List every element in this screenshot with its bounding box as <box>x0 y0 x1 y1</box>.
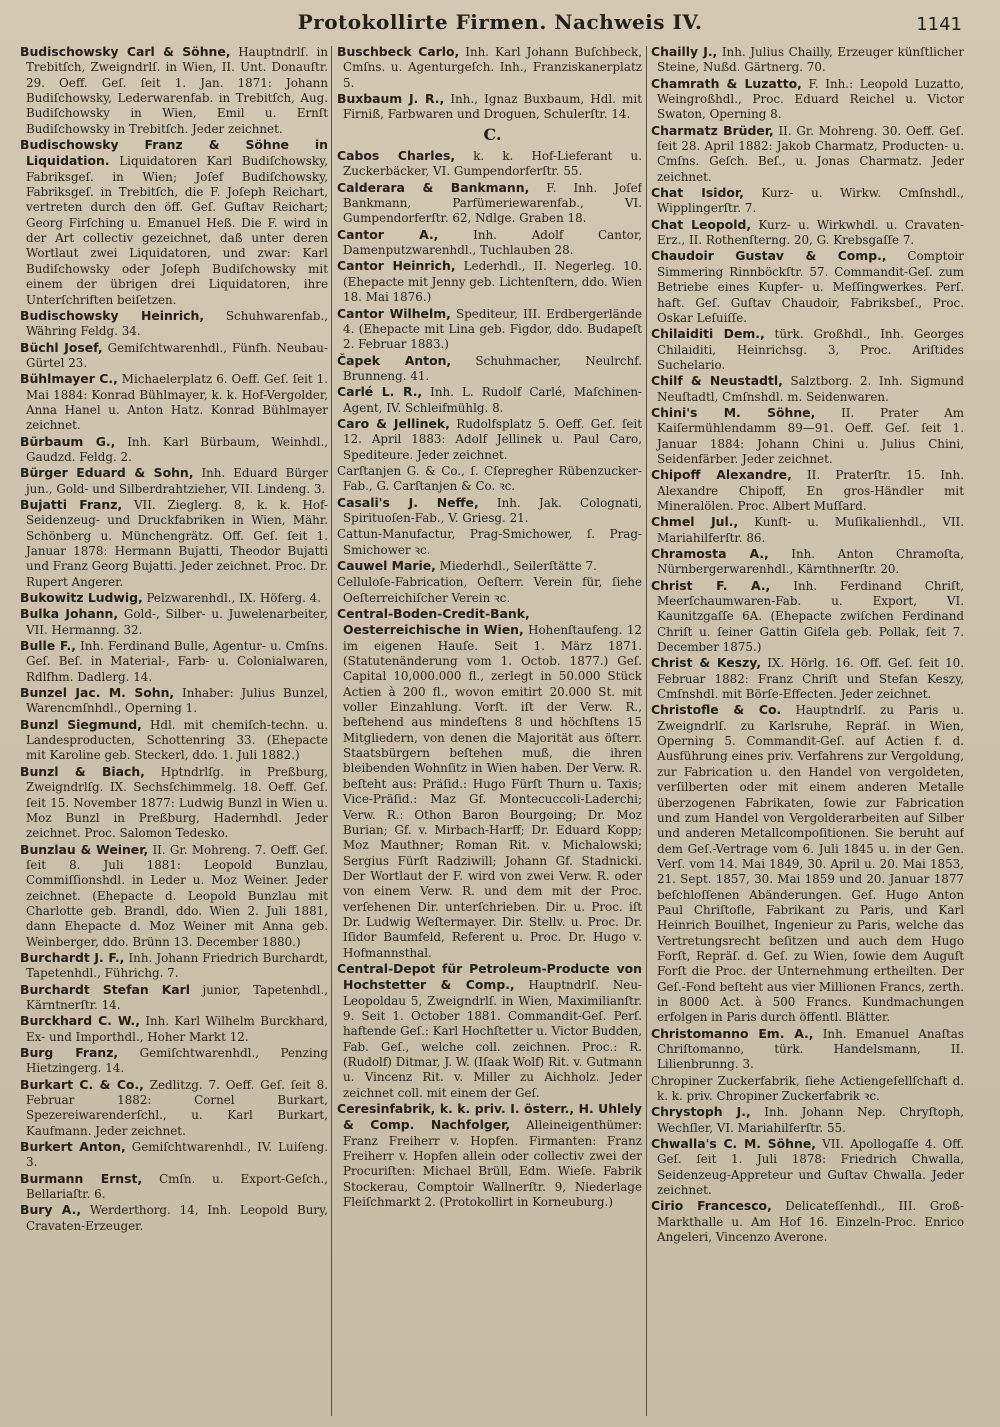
firm-name: Bukowitz Ludwig, <box>20 590 143 606</box>
firm-name: Chrystoph J., <box>651 1104 751 1120</box>
firm-details: Hohenſtaufeng. 12 im eigenen Hauſe. Seit 1. März 1871. (Statutenänderung vom 1. Octob. 1877.) Geſ. Capital 10,000.000 fl., zerlegt in 50.000 Stück Actien à 200 fl., wovon emitirt 20.000 St. mit voller Einzahlung. Vorſt. iſt der Verw. R., beſtehend aus mindeſtens 8 und höchſtens 15 Mitgliedern, von denen die Majorität aus öſterr. Staatsbürgern beſtehen muß, die ihren bleibenden Wohnſitz in Wien haben. Der Verw. R. beſteht aus: Präſid.: Hugo Fürſt Thurn u. Taxis; Vice-Präſid.: Maz Gf. Montecuccoli-Laderchi; Verw. R.: Othon Baron Bourgoing; Dr. Moz Burian; Gf. v. Mirbach-Harff; Dr. Eduard Kopp; Moz Mauthner; Roman Rit. v. Michalowski; Sergius Fürſt Radziwill; Johann Gf. Stadnicki. Der Wortlaut der F. wird von zwei Verw. R. oder von einem Verw. R. und dem mit der Proc. verſehenen Dir. unterſchrieben. Dir. u. Proc. iſt Dr. Ludwig Weſtermayer. Dir. Stellv. u. Proc. Dr. Iſidor Baumfeld, Referent u. Proc. Dr. Hugo v. Hofmannsthal. <box>343 623 642 960</box>
firm-details: Kurz- u. Wirkwhdl. u. Cravaten-Erz., II. Rothenſterng. 20, G. Krebsgaſſe 7. <box>657 217 964 248</box>
firm-name: Budischowsky Heinrich, <box>20 307 205 323</box>
directory-entry <box>20 590 328 606</box>
firm-name: Burchardt Stefan Karl <box>20 981 191 997</box>
firm-name: Bury A., <box>20 1202 82 1218</box>
firm-details: Carſtanjen G. & Co., ſ. Cſepregher Rübenzucker-Fab., G. Carſtanjen & Co. ꝛc. <box>337 463 642 494</box>
firm-name: Bulka Johann, <box>20 606 119 622</box>
firm-name: Bürger Eduard & Sohn, <box>20 465 194 481</box>
firm-name: Chamrath & Luzatto, <box>651 75 802 91</box>
firm-details: Inh., Ignaz Buxbaum, Hdl. mit Firniß, Farbwaren und Droguen, Schulerſtr. 14. <box>343 92 642 122</box>
firm-name: Casali's J. Neffe, <box>337 494 479 510</box>
firm-details: Werderthorg. 14, Inh. Leopold Bury, Cravaten-Erzeuger. <box>26 1203 328 1233</box>
directory-entry <box>20 44 328 137</box>
directory-entry <box>337 558 642 574</box>
directory-entry <box>20 1045 328 1077</box>
column-1 <box>20 44 328 1419</box>
firm-details: Comptoir Simmering Rinnböckſtr. 57. Commandit-Geſ. zum Betriebe eines Kupfer- u. Meſſingwerkes. Perſ. haft. Geſ. Guſtav Chaudoir, Fabriksbeſ., Proc. Oskar Leſuiſſe. <box>657 249 964 325</box>
directory-entry <box>651 514 964 546</box>
directory-entry <box>20 340 328 372</box>
firm-name: Bunzlau & Weiner, <box>20 841 149 857</box>
directory-entry <box>651 702 964 1025</box>
firm-details: II. Praterſtr. 15. Inh. Alexandre Chipoff, En gros-Händler mit Mineralölen. Proc. Albert Muſſard. <box>657 468 964 513</box>
firm-details: Hauptndrlſ. zu Paris u. Zweigndrlſ. zu Karlsruhe, Repräſ. in Wien, Operning 5. Commandit-Geſ. auf Actien f. d. Ausführung eines priv. Verfahrens zur Vergoldung, zur Fabrication u. den Handel von vergoldeten, verſilberten oder mit einem anderen Metalle überzogenen Fabrikaten, ſowie zur Fabrication und zum Handel von Vergolderarbeiten auf Silber und anderen Metallcompoſitionen. Sie beruht auf dem Geſ.-Vertrage vom 6. Juli 1845 u. in der Gen. Verſ. vom 14. Mai 1849, 30. April u. 20. Mai 1853, 21. Sept. 1857, 30. Mai 1859 und 20. Januar 1877 beſchloſſenen Abänderungen. Geſ. Hugo Anton Paul Chriſtofle, Fabrikant zu Paris, und Karl Heinrich Bouilhet, Ingenieur zu Paris, welche das Vertretungsrecht beſitzen und auch dem Hugo Forſt, Repräſ. d. Geſ. zu Wien, ſowie dem Auguſt Forſt die Proc. der Unternehmung ertheilten. Der Geſ.-Fond beſteht aus vier Millionen Francs, zerth. in 8000 Act. à 500 Francs. Kundmachungen erfolgen in Paris durch öffentl. Blätter. <box>657 703 964 1025</box>
firm-details: Inh. Karl Johann Buſchbeck, Cmſns. u. Agenturgeſch. Inh., Franziskanerplatz 5. <box>343 45 642 90</box>
directory-entry <box>651 1026 964 1073</box>
firm-details: F. Inh.: Leopold Luzatto, Weingroßhdl., Proc. Eduard Reichel u. Victor Swaton, Operning 8. <box>657 76 964 122</box>
directory-entry <box>337 180 642 227</box>
firm-name: Cirio Francesco, <box>651 1198 772 1214</box>
firm-name: Bulle F., <box>20 638 76 654</box>
firm-details: Salztborg. 2. Inh. Sigmund Neuſtadtl, Cmſnshdl. m. Seidenwaren. <box>657 374 964 404</box>
firm-name: Bühlmayer C., <box>20 371 118 387</box>
firm-name: Central-Boden-Credit-Bank, Oesterreichische in Wien, <box>337 606 530 638</box>
firm-details: Inh. Karl Wilhelm Burckhard, Ex- und Importhdl., Hoher Markt 12. <box>26 1014 328 1044</box>
firm-name: Budischowsky Carl & Söhne, <box>20 44 231 59</box>
column-2 <box>337 44 642 1419</box>
directory-entry <box>651 44 964 76</box>
firm-name: Chini's M. Söhne, <box>651 404 816 420</box>
firm-details: Delicateſſenhdl., III. Groß-Markthalle u. Am Hof 16. Einzeln-Proc. Enrico Angeleri, Vincenzo Averone. <box>657 1199 964 1245</box>
firm-details: Schuhmacher, Neulrchf. Brunneng. 41. <box>343 353 642 383</box>
directory-entry <box>20 842 328 950</box>
directory-entry <box>337 961 642 1101</box>
firm-name: Chaudoir Gustav & Comp., <box>651 248 887 264</box>
column-divider <box>331 46 332 1416</box>
directory-entry <box>651 185 964 217</box>
firm-name: Central-Depot für Petroleum-Producte von Hochstetter & Comp., <box>337 960 642 993</box>
directory-entry <box>651 217 964 249</box>
firm-name: Carlé L. R., <box>337 384 423 400</box>
directory-entry <box>651 655 964 702</box>
firm-name: Chilf & Neustadtl, <box>651 373 783 389</box>
directory-entry <box>20 950 328 982</box>
directory-entry <box>651 546 964 578</box>
firm-details: Inh. Johann Nep. Chryſtoph, Wechſler, VI. Mariahilferſtr. 55. <box>657 1105 964 1135</box>
firm-details: IX. Hörlg. 16. Off. Geſ. ſeit 10. Februar 1882: Franz Chriſt und Stefan Keszy, Cmſnshdl. mit Börſe-Effecten. Jeder zeichnet. <box>657 656 964 702</box>
directory-entry <box>651 405 964 467</box>
directory-entry <box>20 764 328 842</box>
section-letter: C. <box>483 124 502 144</box>
firm-name: Charmatz Brüder, <box>651 122 774 138</box>
directory-entry <box>20 606 328 638</box>
directory-entry <box>651 467 964 514</box>
firm-name: Burg Franz, <box>20 1045 119 1060</box>
firm-details: Inh. Emanuel Anaſtas Chriſtomanno, türk. Handelsmann, II. Lilienbrunng. 3. <box>657 1026 964 1072</box>
firm-details: k. k. Hof-Lieferant u. Zuckerbäcker, VI. Gumpendorferſtr. 55. <box>343 149 642 179</box>
directory-entry <box>651 1198 964 1245</box>
directory-entry <box>337 384 642 416</box>
firm-details: Chropiner Zuckerfabrik, ſiehe Actiengeſellſchaft d. k. k. priv. Chropiner Zuckerfabrik ꝛc. <box>651 1073 964 1104</box>
firm-name: Chilaiditi Dem., <box>651 326 765 342</box>
firm-name: Buschbeck Carlo, <box>337 44 460 59</box>
firm-details: Inh. Ferdinand Bulle, Agentur- u. Cmſns. Geſ. Beſ. in Material-, Farb- u. Colonialwaren, Rdlfhm. Dadlerg. 14. <box>26 639 328 684</box>
firm-name: Christomanno Em. A., <box>651 1025 814 1041</box>
firm-details: junior, Tapetenhdl., Kärntnerſtr. 14. <box>26 982 328 1012</box>
firm-details: Zedlitzg. 7. Oeff. Geſ. ſeit 8. Februar 1882: Cornel Burkart, Spezereiwarenderſchl., u. Karl Burkart, Kaufmann. Jeder zeichnet. <box>26 1077 328 1138</box>
firm-details: Gemiſchtwarenhdl., IV. Luiſeng. 3. <box>26 1140 328 1170</box>
firm-details: Kurz- u. Wirkw. Cmſnshdl., Wipplingerſtr. 7. <box>657 186 964 216</box>
firm-name: Bujatti Franz, <box>20 496 123 512</box>
firm-name: Budischowsky Franz & Söhne in Liquidation. <box>20 137 328 169</box>
directory-entry <box>651 373 964 405</box>
directory-entry <box>20 1077 328 1139</box>
directory-entry <box>337 44 642 91</box>
firm-details: Cmſn. u. Export-Geſch., Bellariaſtr. 6. <box>26 1171 328 1202</box>
directory-entry <box>20 1202 328 1234</box>
firm-details: Celluloſe-Fabrication, Oeſterr. Verein für, ſiehe Oeſterreichiſcher Verein ꝛc. <box>337 575 642 605</box>
firm-name: Cantor A., <box>337 226 439 242</box>
directory-entry <box>337 495 642 527</box>
firm-name: Cabos Charles, <box>337 148 456 164</box>
directory-entry <box>337 526 642 558</box>
firm-name: Chailly J., <box>651 44 718 59</box>
firm-details: Gold-, Silber- u. Juwelenarbeiter, VII. Hermanng. 32. <box>26 607 328 637</box>
firm-details: VII. Apollogaſſe 4. Off. Geſ. ſeit 1. Juli 1878: Friedrich Chwalla, Seidenzeug-Appreteur und Guſtav Chwalla. Jeder zeichnet. <box>657 1137 964 1198</box>
firm-details: Inh. Jak. Colognati, Spirituoſen-Fab., V. Griesg. 21. <box>343 495 642 525</box>
directory-entry <box>337 91 642 123</box>
page-header <box>0 10 1000 44</box>
directory-entry <box>20 308 328 340</box>
firm-details: Gemiſchtwarenhdl., Fünfh. Neubau-Gürtel 23. <box>26 340 328 370</box>
firm-name: Čapek Anton, <box>337 352 452 368</box>
directory-entry <box>651 326 964 373</box>
firm-name: Burkert Anton, <box>20 1139 126 1155</box>
firm-name: Chmel Jul., <box>651 514 739 530</box>
firm-name: Ceresinfabrik, k. k. priv. I. österr., H. Uhlely & Comp. Nachfolger, <box>337 1101 642 1133</box>
directory-entry <box>20 982 328 1014</box>
firm-details: II. Gr. Mohreng. 7. Oeff. Geſ. ſeit 8. Juli 1881: Leopold Bunzlau, Commiſſionshdl. in Leder u. Moz Weiner. Jeder zeichnet. (Ehepacte d. Leopold Bunzlau mit Charlotte geb. Brandl, ddo. Wien 2. Juli 1881, dann Ehepacte d. Moz Weiner mit Anna geb. Weinberger, ddo. Brünn 13. December 1880.) <box>26 842 328 949</box>
firm-details: Gemiſchtwarenhdl., Penzing Hietzingerg. 14. <box>26 1046 328 1076</box>
firm-details: Inh. L. Rudolf Carlé, Maſchinen-Agent, IV. Schleifmühlg. 8. <box>343 385 642 415</box>
directory-entry <box>20 717 328 764</box>
directory-entry <box>651 1136 964 1198</box>
firm-name: Chipoff Alexandre, <box>651 467 792 483</box>
directory-entry <box>337 258 642 305</box>
firm-details: Inh. Karl Bürbaum, Weinhdl., Gaudzd. Feldg. 2. <box>26 434 328 464</box>
firm-name: Bunzel Jac. M. Sohn, <box>20 685 175 701</box>
firm-name: Cantor Heinrich, <box>337 258 456 274</box>
firm-details: Schuhwarenfab., Währing Feldg. 34. <box>26 308 328 339</box>
firm-name: Christofle & Co. <box>651 702 782 718</box>
firm-details: II. Prater Am Kaiſermühlendamm 89—91. Oeff. Geſ. ſeit 1. Januar 1884: Johann Chini u. Julius Chini, Seidenfärber. Jeder zeichnet. <box>657 405 964 466</box>
directory-entry <box>20 137 328 308</box>
firm-name: Chwalla's C. M. Söhne, <box>651 1136 816 1152</box>
firm-details: Inh. Johann Friedrich Burchardt, Tapetenhdl., Führichg. 7. <box>26 950 328 981</box>
directory-entry <box>20 1139 328 1171</box>
firm-details: Inhaber: Julius Bunzel, Warencmſnhdl., Operning 1. <box>26 686 328 716</box>
firm-details: VII. Zieglerg. 8, k. k. Hof-Seidenzeug- und Druckfabriken in Wien, Mähr. Schönberg u. Münchengrätz. Off. Geſ. ſeit 1. Januar 1878: Hermann Bujatti, Theodor Bujatti und Franz Georg Bujatti. Jeder zeichnet. Proc. Dr. Rupert Angerer. <box>26 497 328 589</box>
directory-entry <box>337 227 642 259</box>
column-3 <box>651 44 964 1419</box>
firm-details: Hauptndrlſ. Neu-Leopoldau 5, Zweigndrlſ. in Wien, Maximilianſtr. 9. Seit 1. October 1881. Commandit-Geſ. Perſ. haftende Geſ.: Karl Hochſtetter u. Victor Budden, Fab. Geſ., welche coll. zeichnen. Proc.: R. (Rudolf) Ditmar, J. W. (Iſaak Wolf) Rit. v. Gutmann u. Vincenz Rit. v. Miller zu Aichholz. Jeder zeichnet coll. mit einem der Geſ. <box>343 978 642 1100</box>
firm-name: Burchardt J. F., <box>20 949 125 965</box>
directory-entry <box>337 416 642 463</box>
directory-entry <box>337 606 642 961</box>
directory-entry <box>20 1013 328 1045</box>
page-number: 1141 <box>916 14 962 35</box>
directory-entry <box>337 1101 642 1210</box>
directory-entry <box>651 578 964 656</box>
directory-entry <box>337 353 642 385</box>
firm-details: Alleineigenthümer: Franz Freiherr v. Hopfen. Firmanten: Franz Freiherr v. Hopfen allein oder collectiv zwei der Procuriſten: Michael Brüll, Edm. Wieſe. Fabrik Stockerau, Comptoir Wallnerſtr. 9, Niederlage Fleiſchmarkt 2. (Protokollirt in Korneuburg.) <box>343 1118 642 1210</box>
firm-details: Inh. Adolf Cantor, Damenputzwarenhdl., Tuchlauben 28. <box>343 227 642 258</box>
directory-entry <box>20 434 328 466</box>
firm-details: Inh. Julius Chailly, Erzeuger künſtlicher Steine, Nußd. Gärtnerg. 70. <box>657 45 964 75</box>
firm-details: Inh. Eduard Bürger jun., Gold- und Silberdrahtzieher, VII. Lindeng. 3. <box>26 466 328 496</box>
firm-name: Cauwel Marie, <box>337 558 436 573</box>
firm-name: Calderara & Bankmann, <box>337 179 530 195</box>
directory-entry <box>337 148 642 180</box>
firm-name: Buxbaum J. R., <box>337 91 445 107</box>
firm-name: Chat Isidor, <box>651 185 744 201</box>
firm-details: Lederhdl., II. Negerleg. 10. (Ehepacte mit Jenny geb. Lichtenſtern, ddo. Wien 18. Mai 1876.) <box>343 259 642 305</box>
firm-details: Hptndrlſg. in Preßburg, Zweigndrlſg. IX. Sechsſchimmelg. 18. Oeff. Geſ. ſeit 15. November 1877: Ludwig Bunzl in Wien u. Moz Bunzl in Preßburg, Hadernhdl. Jeder zeichnet. Proc. Salomon Tedesko. <box>26 764 328 841</box>
firm-name: Chat Leopold, <box>651 216 752 232</box>
firm-name: Christ & Keszy, <box>651 655 762 671</box>
firm-details: F. Inh. Joſef Bankmann, Parfümeriewarenfab., VI. Gumpendorferſtr. 62, Ndlge. Graben 18. <box>343 180 642 226</box>
firm-details: Hauptndrlſ. in Trebitſch, Zweigndrlſ. in Wien, II. Unt. Donauſtr. 29. Oeff. Geſ. ſeit 1. Jan. 1871: Johann Budiſchowsky, Lederwarenfab. in Trebitſch, Aug. Budiſchowsky in Wien, Emil u. Ernſt Budiſchowsky in Trebitſch. Jeder zeichnet. <box>26 45 328 136</box>
firm-details: Cattun-Manufactur, Prag-Smichower, ſ. Prag-Smichower ꝛc. <box>337 527 642 557</box>
firm-name: Burkart C. & Co., <box>20 1076 144 1092</box>
directory-entry <box>651 1073 964 1105</box>
firm-details: Kunſt- u. Muſikalienhdl., VII. Mariahilferſtr. 86. <box>657 515 964 545</box>
directory-entry <box>20 638 328 685</box>
firm-name: Büchl Josef, <box>20 339 103 355</box>
directory-entry <box>20 685 328 717</box>
firm-name: Bürbaum G., <box>20 433 116 449</box>
page-title: Protokollirte Firmen. Nachweis IV. <box>297 10 703 34</box>
firm-name: Bunzl & Biach, <box>20 763 145 779</box>
directory-entry <box>651 76 964 123</box>
directory-entry <box>337 463 642 495</box>
directory-entry <box>651 248 964 326</box>
firm-details: Miederhdl., Seilerſtätte 7. <box>439 559 597 573</box>
directory-entry <box>20 371 328 433</box>
directory-entry <box>20 465 328 497</box>
firm-details: Inh. Ferdinand Chriſt, Meerſchaumwaren-Fab. u. Export, VI. Kaunitzgaſſe 6A. (Ehepacte zwiſchen Ferdinand Chriſt u. ſeiner Gattin Giſela geb. Pollak, ſeit 7. December 1875.) <box>657 578 964 655</box>
firm-details: Hdl. mit chemiſch-techn. u. Landesproducten, Schottenring 33. (Ehepacte mit Karoline geb. Steckerl, ddo. 1. Juli 1882.) <box>26 717 328 763</box>
firm-details: Spediteur, III. Erdbergerlände 4. (Ehepacte mit Lina geb. Figdor, ddo. Budapeſt 2. Februar 1883.) <box>343 306 642 352</box>
firm-name: Bunzl Siegmund, <box>20 716 142 732</box>
firm-details: II. Gr. Mohreng. 30. Oeff. Geſ. ſeit 28. April 1882: Jakob Charmatz, Producten- u. Cmſns. Geſch. Beſ., u. Jonas Charmatz. Jeder zeichnet. <box>657 123 964 184</box>
firm-name: Burmann Ernst, <box>20 1170 143 1186</box>
firm-name: Caro & Jellinek, <box>337 415 450 431</box>
firm-name: Burckhard C. W., <box>20 1013 140 1029</box>
firm-name: Chramosta A., <box>651 546 769 561</box>
directory-entry <box>337 306 642 353</box>
column-divider <box>646 46 647 1416</box>
directory-entry <box>651 123 964 185</box>
firm-details: türk. Großhdl., Inh. Georges Chilaiditi, Heinrichsg. 3, Proc. Ariſtides Suchelario. <box>657 327 964 372</box>
firm-details: Inh. Anton Chramoſta, Nürnbergerwarenhdl., Kärnthnerſtr. 20. <box>657 547 964 577</box>
firm-details: Pelzwarenhdl., IX. Höferg. 4. <box>146 591 321 606</box>
firm-details: Rudolfsplatz 5. Oeff. Geſ. ſeit 12. April 1883: Adolf Jellinek u. Paul Caro, Spediteure. Jeder zeichnet. <box>343 416 642 462</box>
directory-entry <box>651 1104 964 1136</box>
firm-name: Christ F. A., <box>651 577 771 593</box>
firm-name: Cantor Wilhelm, <box>337 305 451 321</box>
directory-entry <box>20 1171 328 1203</box>
directory-entry <box>337 574 642 606</box>
firm-details: Liquidatoren Karl Budiſchowsky, Fabriksgeſ. in Wien; Joſef Budiſchowsky, Fabriksgeſ. in Trebitſch, die F. Joſeph Reichart, vertreten durch den öff. Geſ. Guſtav Reichart; Georg Firſching u. Emanuel Heß. Die F. wird in der Art collectiv gezeichnet, daß unter deren Wortlaut zwei Liquidatoren, und zwar: Karl Budiſchowsky oder Joſeph Budiſchowsky mit einem der übrigen drei Liquidatoren, ihre Unterſchriften beiſetzen. <box>26 154 328 307</box>
firm-details: Michaelerplatz 6. Oeff. Geſ. ſeit 1. Mai 1884: Konrad Bühlmayer, k. k. Hof-Vergolder, Anna Hanel u. Anton Hatz. Konrad Bühlmayer zeichnet. <box>26 372 328 433</box>
directory-entry <box>20 497 328 590</box>
